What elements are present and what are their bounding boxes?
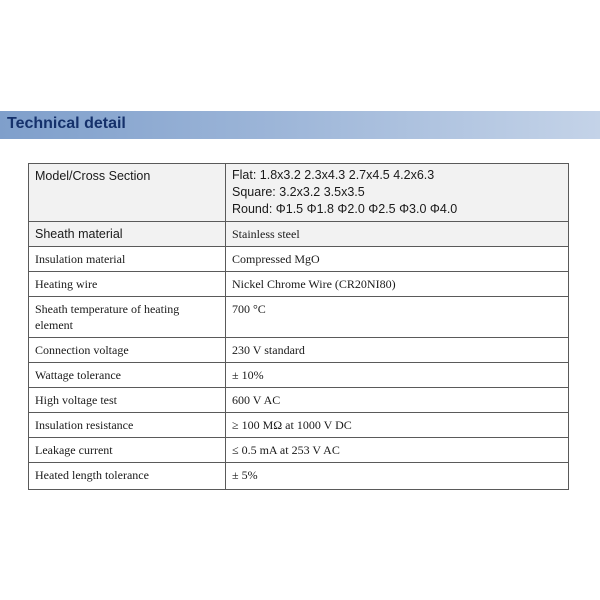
row-label: Sheath material xyxy=(29,222,226,247)
table-row xyxy=(29,222,569,247)
table-row xyxy=(29,463,569,490)
row-label: High voltage test xyxy=(29,388,226,413)
cross-section-square: Square: 3.2x3.2 3.5x3.5 xyxy=(232,185,365,199)
table-row xyxy=(29,363,569,388)
row-value: ≥ 100 MΩ at 1000 V DC xyxy=(226,413,569,438)
row-label: Heating wire xyxy=(29,272,226,297)
row-label: Insulation resistance xyxy=(29,413,226,438)
table-row xyxy=(29,164,569,222)
table-row xyxy=(29,247,569,272)
row-label: Heated length tolerance xyxy=(29,463,226,490)
row-value-cross-section xyxy=(226,164,569,222)
row-value: ± 10% xyxy=(226,363,569,388)
table-row xyxy=(29,438,569,463)
table-row xyxy=(29,413,569,438)
row-value: 700 °C xyxy=(226,297,569,338)
row-value: Nickel Chrome Wire (CR20NI80) xyxy=(226,272,569,297)
row-label: Insulation material xyxy=(29,247,226,272)
table-row xyxy=(29,338,569,363)
table-row xyxy=(29,272,569,297)
table-row xyxy=(29,388,569,413)
row-value: 600 V AC xyxy=(226,388,569,413)
cross-section-flat: Flat: 1.8x3.2 2.3x4.3 2.7x4.5 4.2x6.3 xyxy=(232,168,435,182)
row-value: 230 V standard xyxy=(226,338,569,363)
row-label: Leakage current xyxy=(29,438,226,463)
row-value: Compressed MgO xyxy=(226,247,569,272)
row-label: Connection voltage xyxy=(29,338,226,363)
section-title: Technical detail xyxy=(7,115,126,132)
table-row xyxy=(29,297,569,338)
row-value: ≤ 0.5 mA at 253 V AC xyxy=(226,438,569,463)
technical-detail-table xyxy=(28,163,569,490)
row-label: Wattage tolerance xyxy=(29,363,226,388)
row-value: ± 5% xyxy=(226,463,569,490)
row-value: Stainless steel xyxy=(226,222,569,247)
row-label: Model/Cross Section xyxy=(29,164,226,222)
cross-section-round: Round: Φ1.5 Φ1.8 Φ2.0 Φ2.5 Φ3.0 Φ4.0 xyxy=(232,202,458,216)
section-header-bar xyxy=(0,111,600,139)
row-label: Sheath temperature of heating element xyxy=(29,297,226,338)
